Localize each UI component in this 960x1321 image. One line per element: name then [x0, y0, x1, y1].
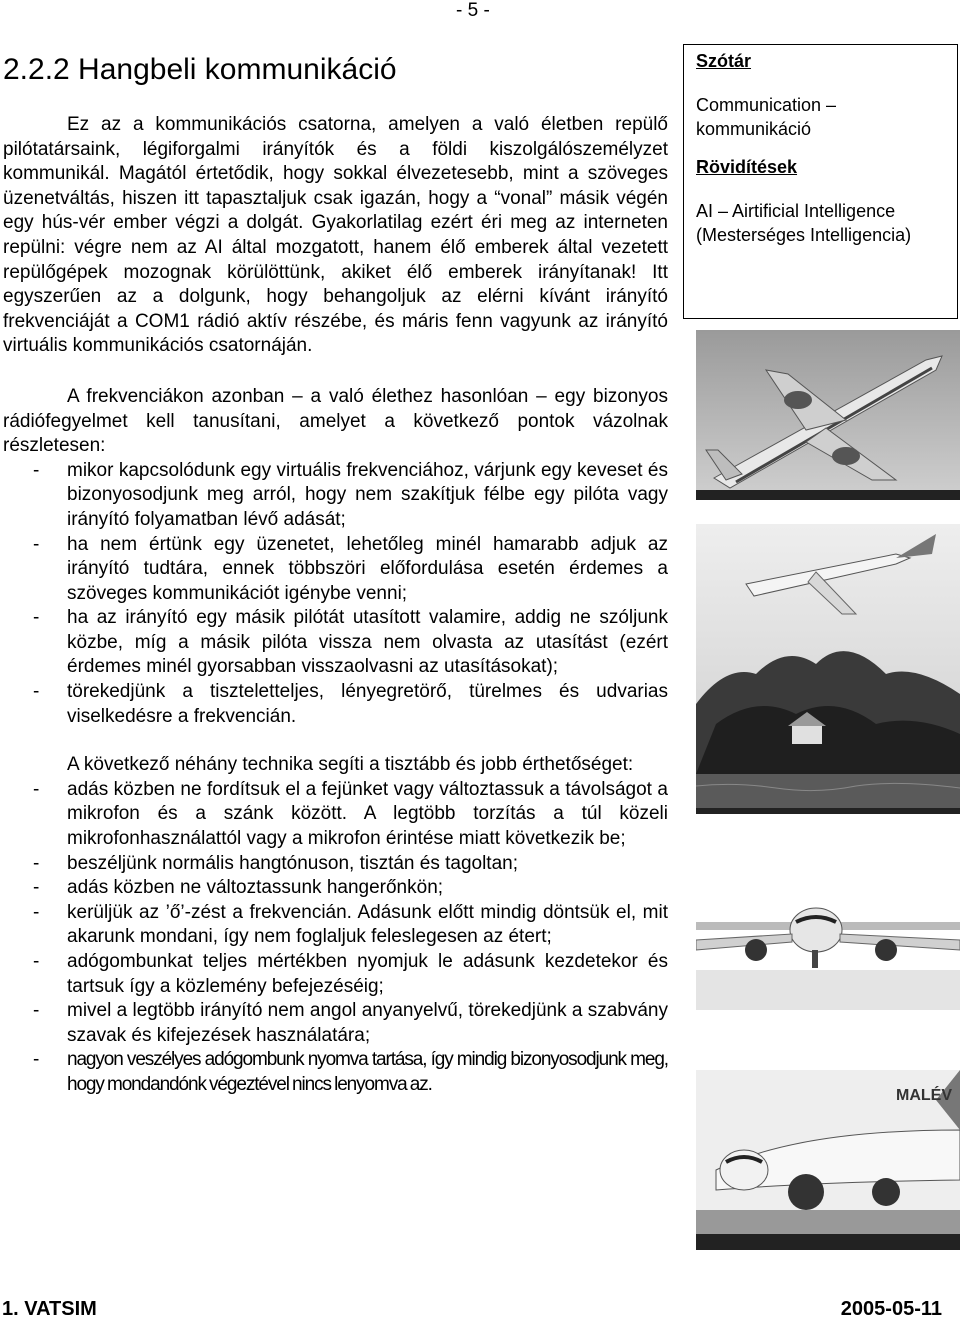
list-dash: -	[33, 901, 40, 923]
list-item: - beszéljünk normális hangtónuson, tisztán és tagoltan;	[3, 852, 668, 877]
page-number: - 5 -	[456, 0, 490, 21]
abbreviation-entry: AI – Airtificial Intelligence (Mesterséges Intelligencia)	[696, 201, 912, 245]
list-item: - mikor kapcsolódunk egy virtuális frekvenciához, várjunk egy keveset és bizonyosodjunk meg arról, hogy nem szakítjuk félbe egy pilóta vagy irányító folyamatban lévő adását;	[33, 459, 668, 530]
list-dash: -	[33, 1000, 40, 1022]
intro-paragraph: Ez az a kommunikációs csatorna, amelyen a való életben repülő pilótatársaink, légiforgalmi irányítók és a földi kiszolgálószemélyzet kommunikál. Magától értetődik, hogy sokkal élvezetesebb, mint a szöveges üzenetváltás, hiszen itt tapasztaljuk csak igazán, hogy a “vonal” másik végén egy hús-vér ember végzi a dolgát. Gyakorlatilag ezért éri meg az interneten repülni: végre nem az AI által mozgatott, hanem élő emberek által vezetett repülőgépek mozognak körülöttünk, akiket élő emberek irányítanak! Itt egyszerűen az a dolgunk, hogy behangoljuk az elérni kívánt irányító frekvenciáját a COM1 rádió aktív részébe, és máris fenn vagyunk az irányító virtuális kommunikációs csatornáján.	[3, 114, 668, 357]
list-item: - kerüljük az ’ő’-zést a frekvencián. Adásunk előtt mindig döntsük el, mit akarunk mondani, így nem foglaljuk feleslegesen az étert;	[33, 901, 668, 948]
radio-discipline-list	[3, 459, 668, 730]
techniques-paragraph: A következő néhány technika segíti a tisztább és jobb érthetőséget:	[67, 754, 634, 776]
glossary-title: Szótár	[696, 51, 752, 71]
glossary-entry: Communication – kommunikáció	[696, 95, 837, 139]
main-text	[3, 113, 668, 1098]
list-dash: -	[33, 607, 40, 629]
list-dash: -	[33, 533, 40, 555]
footer-date: 2005-05-11	[840, 1298, 942, 1320]
abbreviations-title: Rövidítések	[696, 157, 798, 177]
list-item: - adógombunkat teljes mértékben nyomjuk le adásunk kezdetekor és tartsuk így a közlemény befejezéséig;	[33, 951, 668, 997]
list-item: - ha az irányító egy másik pilótát utasított valamire, addig ne szóljunk közbe, míg a másik pilóta vissza nem olvasta az utasítást (ezért érdemes minél gyorsabban visszaolvasni az utasításokat);	[33, 607, 668, 678]
list-dash: -	[33, 852, 40, 874]
list-item: - törekedjünk a tiszteletteljes, lényegretörő, türelmes és udvarias viselkedésre a frekvencián.	[33, 681, 668, 727]
radio-discipline-paragraph: A frekvenciákon azonban – a való élethez hasonlóan – egy bizonyos rádiófegyelmet kell tanusítani, amelyet a következő pontok vázolnak részletesen:	[3, 385, 668, 457]
footer-chapter: 1. VATSIM	[2, 1298, 97, 1320]
list-item: - nagyon veszélyes adógombunk nyomva tartása, így mindig bizonyosodjunk meg, hogy mondandónk végeztével nincs lenyomva az.	[33, 1049, 668, 1095]
list-item: - adás közben ne változtassunk hangerőnkön;	[3, 876, 668, 901]
list-dash: -	[33, 459, 40, 481]
list-item: - ha nem értünk egy üzenetet, lehetőleg minél hamarabb adjuk az irányító tudtára, ennek többszöri előfordulása esetén érdemes a szöveges kommunikációt igénybe venni;	[33, 533, 668, 604]
glossary-box	[683, 44, 958, 319]
malev-logo-text: MALÉV	[896, 1087, 952, 1104]
list-dash: -	[33, 681, 40, 703]
airliner-takeoff-photo	[696, 330, 960, 500]
airliner-front-photo	[696, 830, 960, 1250]
list-item: - mivel a legtöbb irányító nem angol anyanyelvű, törekedjünk a szabvány szavak és kifejezések használatára;	[33, 1000, 668, 1046]
list-dash: -	[33, 951, 40, 972]
list-dash: -	[33, 778, 40, 800]
list-item: - adás közben ne fordítsuk el a fejünket vagy változtassuk a távolságot a mikrofon és a szánk között. A legtöbb torzítás a túl közeli mikrofonhasználattól vagy a mikrofon érintése miatt következik be;	[33, 778, 668, 850]
list-dash: -	[33, 877, 40, 899]
techniques-list	[3, 778, 668, 1098]
section-heading: 2.2.2 Hangbeli kommunikáció	[3, 53, 397, 86]
list-dash: -	[33, 1049, 40, 1071]
jet-over-island-photo	[696, 524, 960, 814]
